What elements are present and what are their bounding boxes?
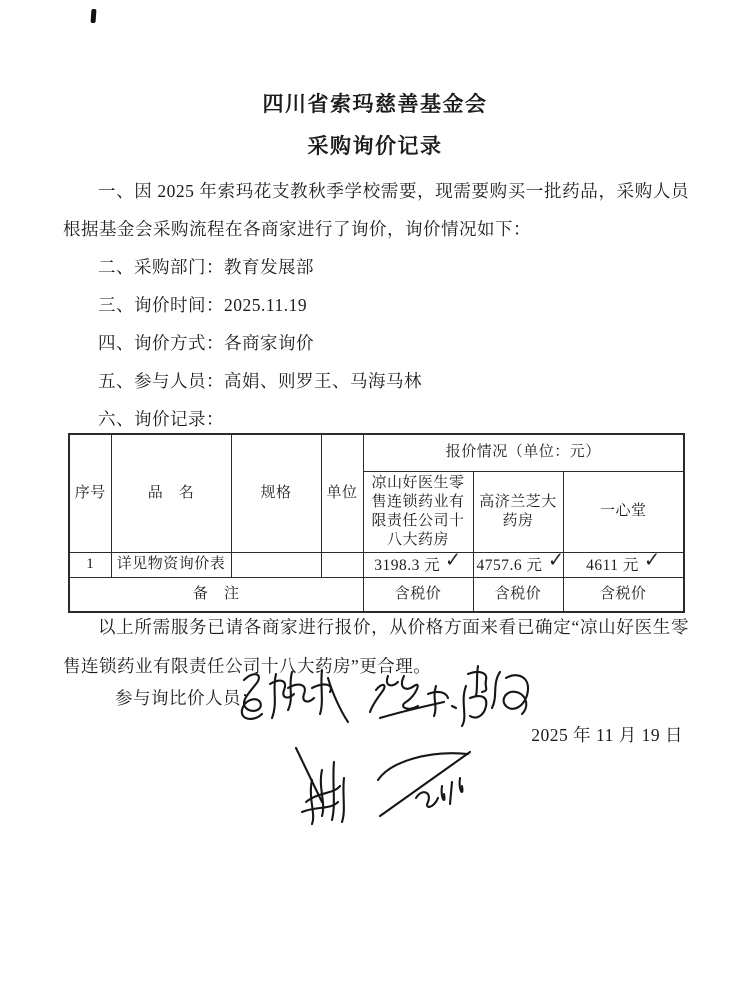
cell-quote-vendor-2 <box>473 548 565 577</box>
list-item-text: 六、询价记录： <box>98 409 224 429</box>
handwritten-check-icon: ✓ <box>643 548 661 572</box>
list-item-inquiry-date <box>63 286 689 324</box>
quote-value: 3198.3 元 <box>374 556 441 574</box>
cell-unit <box>321 552 363 577</box>
table-row <box>69 552 684 577</box>
list-item-text: 三、询价时间：2025.11.19 <box>98 295 308 315</box>
col-header-vendor-yixintang: 一心堂 <box>563 471 684 552</box>
signature-line-label: 参与询比价人员： <box>115 688 259 708</box>
list-item-inquiry-method <box>63 324 689 362</box>
col-header-seq: 序号 <box>69 434 111 552</box>
document-date: 2025 年 11 月 19 日 <box>531 725 683 745</box>
document-title: 四川省索玛慈善基金会 <box>262 92 488 116</box>
col-header-quote-group: 报价情况（单位：元） <box>363 434 684 471</box>
handwritten-check-icon: ✓ <box>444 548 463 572</box>
cell-name: 详见物资询价表 <box>111 552 231 577</box>
cell-quote-vendor-3 <box>563 548 684 577</box>
col-header-unit: 单位 <box>321 434 363 552</box>
handwritten-check-icon: ✓ <box>547 548 565 572</box>
remark-label-cell: 备 注 <box>69 577 363 612</box>
remark-vendor-2: 含税价 <box>473 577 563 612</box>
quote-value: 4757.6 元 <box>476 556 543 574</box>
list-item-text: 四、询价方式：各商家询价 <box>98 333 314 353</box>
cell-seq: 1 <box>69 552 111 577</box>
document-subtitle: 采购询价记录 <box>307 134 443 158</box>
signature-scribbles-icon <box>278 740 513 832</box>
remark-vendor-1: 含税价 <box>363 577 473 612</box>
list-item-department <box>63 248 689 286</box>
col-header-vendor-liangshan: 凉山好医生零售连锁药业有限责任公司十八大药房 <box>363 471 473 552</box>
col-header-vendor-gaoji: 高济兰芝大药房 <box>473 471 563 552</box>
list-item-text: 二、采购部门：教育发展部 <box>98 257 314 277</box>
cell-spec <box>231 552 321 577</box>
col-header-spec: 规格 <box>231 434 321 552</box>
conclusion-paragraph: 以上所需服务已请各商家进行报价，从价格方面来看已确定“凉山好医生零售连锁药业有限责任公司十八大药房”更合理。 <box>63 617 689 676</box>
table-remark-row <box>69 577 684 612</box>
handwritten-signatures-bottom <box>278 740 513 832</box>
scan-artifact-mark <box>91 9 97 23</box>
col-header-name: 品 名 <box>111 434 231 552</box>
cell-quote-vendor-1 <box>363 548 473 577</box>
remark-vendor-3: 含税价 <box>563 577 684 612</box>
quote-comparison-table <box>68 433 685 613</box>
intro-paragraph: 一、因 2025 年索玛花支教秋季学校需要，现需要购买一批药品，采购人员根据基金会采购流程在各商家进行了询价，询价情况如下： <box>63 181 689 239</box>
list-item-participants <box>63 362 689 400</box>
signature-scribbles-icon <box>230 662 550 730</box>
list-item-text: 五、参与人员：高娟、则罗王、马海马林 <box>98 371 422 391</box>
quote-value: 4611 元 <box>586 556 639 574</box>
table-header-row-1 <box>69 434 684 471</box>
body-text-block <box>63 172 689 438</box>
handwritten-signatures-participants <box>230 662 550 730</box>
